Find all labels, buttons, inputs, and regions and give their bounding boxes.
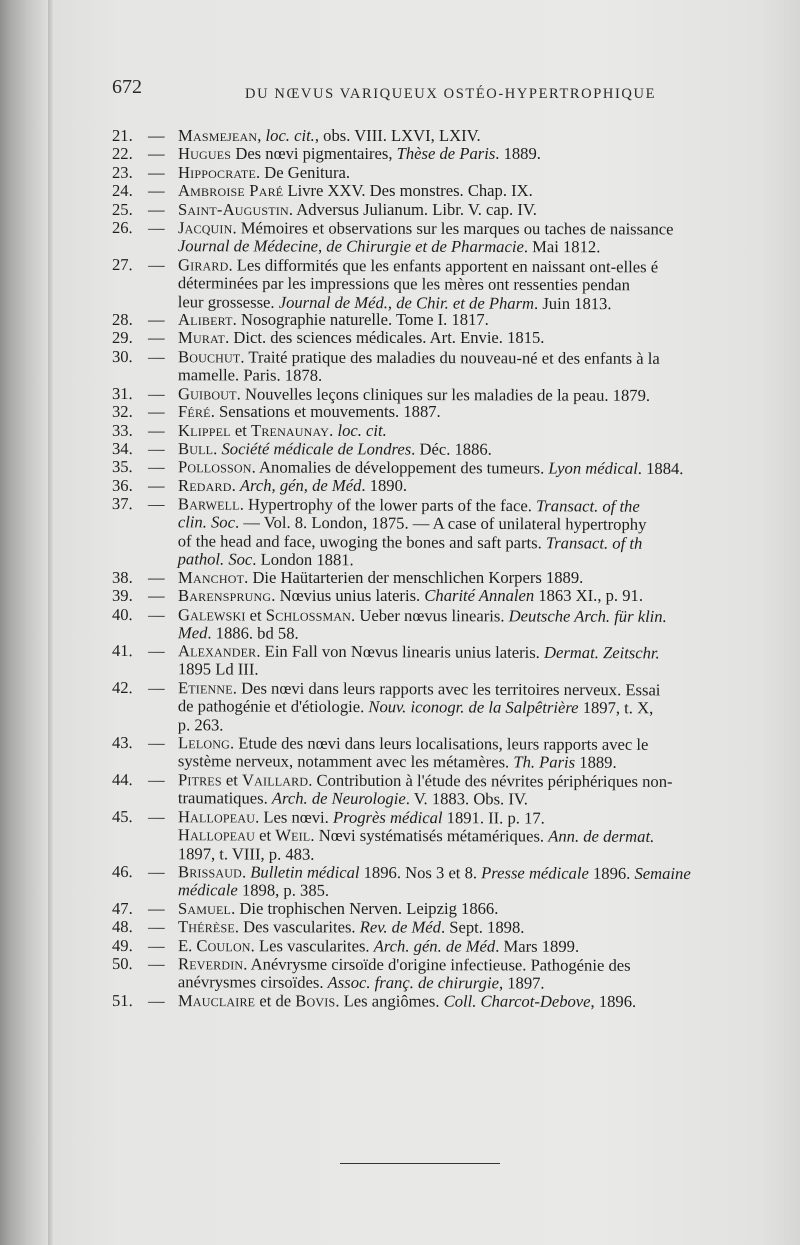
citation-text: . Die Haütarterien der menschlichen Korpers 1889. [244,567,584,587]
entry-dash: — [148,162,165,182]
citation-text: leur grossesse. [177,291,279,312]
entry-number: 49. [111,935,133,955]
entry-citation [178,808,800,865]
italic-title: Deutsche Arch. für klin. [508,605,667,626]
citation-line [178,329,794,347]
bibliography-entry [112,642,800,682]
citation-text: , 1896. [590,991,637,1012]
entry-dash: — [148,199,165,219]
citation-text: . Déc. 1886. [411,439,492,459]
bibliography-entry [112,955,800,994]
entry-number: 29. [112,328,133,348]
entry-number: 46. [111,862,133,882]
bibliography-entry [112,863,800,902]
entry-number: 31. [111,383,133,403]
entry-dash: — [148,144,165,164]
page-header [112,72,772,112]
entry-number: 34. [111,438,133,458]
citation-text: . De Genitura. [256,162,350,182]
author-name: Girard [177,255,229,275]
author-name: Samuel [178,899,232,919]
citation-text: et [221,770,243,790]
citation-line [178,551,794,573]
citation-text: . Nouvelles leçons cliniques sur les maladies de la peau. 1879. [236,384,651,405]
entry-citation [178,919,800,938]
citation-line [178,477,794,495]
bibliography-entry [112,808,800,866]
italic-title: Med [177,623,208,643]
bibliography-entry [112,329,800,347]
entry-citation [178,219,800,257]
author-name: Schlossman [265,605,352,625]
entry-citation [178,937,800,956]
bibliography-entry [112,127,800,145]
citation-text: 1897, t. VIII, p. 483. [177,844,315,864]
citation-line [178,937,794,956]
author-name: Manchot [178,567,245,587]
citation-text: . 1890. [361,475,408,495]
citation-line [178,643,794,664]
citation-text: . Die trophischen Nerven. Leipzig 1866. [231,899,499,919]
entry-dash: — [148,420,165,440]
author-name: Masmejean [178,126,258,145]
entry-dash: — [147,678,165,698]
citation-text: . Nœvius unius lateris. [271,586,425,606]
italic-title: Presse médicale [481,863,589,883]
citation-text: . Contribution à l'étude des névrites périphériques non- [308,770,673,792]
citation-text: et [254,825,276,846]
entry-number: 38. [112,567,133,587]
citation-text: . Nosographie naturelle. Tome I. 1817. [232,310,489,330]
entry-number: 40. [111,604,133,624]
entry-number: 45. [111,807,133,827]
entry-number: 42. [111,678,133,698]
entry-dash: — [148,328,165,348]
citation-text: traumatiques. [177,788,272,809]
italic-title: Progrès médical [332,807,443,828]
italic-title: Semaine [634,864,691,884]
entry-dash: — [147,438,165,458]
entry-dash: — [147,641,165,661]
entry-dash: — [147,733,165,753]
entry-number: 48. [111,917,133,937]
bibliography-list [112,127,800,1011]
citation-text: système nerveux, notamment avec les métamères. [177,752,514,773]
citation-line [178,900,794,918]
citation-line [178,698,794,719]
bibliography-entry [112,458,800,479]
italic-title: Dermat. Zeitschr. [543,643,660,663]
citation-text: . Les difformités que les enfants apportent en naissant ont-elles é [228,255,659,277]
bibliography-entry [112,422,800,440]
entry-citation [178,182,800,200]
entry-number: 26. [111,218,133,238]
author-name: Lelong [177,733,231,753]
entry-dash: — [147,917,165,937]
entry-number: 25. [112,199,133,219]
entry-number: 37. [111,494,133,514]
author-name: Hallopeau [177,807,256,827]
italic-title: Ann. de dermat. [548,826,655,847]
citation-text: of the head and face, uwoging the bones and saft parts. [177,531,546,553]
citation-text: . Les nœvi. [255,807,334,827]
citation-text: . Mémoires et observations sur les marques ou taches de naissance [232,218,674,239]
entry-citation [178,992,800,1011]
entry-dash: — [148,126,165,145]
citation-text: . Les angiômes. [335,991,444,1011]
citation-text: . Traité pratique des maladies du nouveau-né et des enfants à la [240,347,660,368]
entry-citation [178,643,800,683]
entry-dash: — [148,567,165,587]
citation-text: . Ein Fall von Nœvus linearis unius lateris. [256,642,545,663]
author-name: Pitres [177,770,222,790]
citation-text: . [231,475,240,495]
entry-citation [178,956,800,995]
citation-text: Livre XXV. Des monstres. Chap. IX. [283,181,533,201]
entry-dash: — [148,475,165,495]
entry-citation [178,145,800,163]
entry-dash: — [147,218,165,238]
citation-text: , [257,126,266,145]
italic-title: pathol. Soc [177,549,253,570]
italic-title: Arch, gén, de Méd [239,475,362,495]
citation-text: 1863 XI., p. 91. [534,586,643,606]
italic-title: Assoc. franç. de chirurgie [327,973,499,994]
citation-text: . Juin 1813. [534,293,612,313]
citation-text: . Des vascularites. [234,917,360,937]
citation-text: 1896. [588,863,635,884]
bibliography-entry [112,606,800,645]
author-name: Mauclaire [177,991,256,1011]
italic-title: Transact. of th [545,533,643,553]
citation-text: Des nœvi pigmentaires, [231,144,397,164]
entry-dash: — [147,457,165,477]
author-name: Murat [178,328,226,348]
italic-title: Nouv. iconogr. de la Salpêtrière [368,697,579,718]
citation-text: 1896. Nos 3 et 8. [359,863,482,883]
entry-dash: — [148,899,165,919]
bibliography-entry [112,385,800,406]
citation-text: anévrysmes cirsoïdes. [177,972,328,993]
entry-dash: — [147,255,165,275]
entry-citation [178,385,800,406]
citation-text: 1898, p. 385. [237,881,330,901]
citation-line [178,882,794,903]
bibliography-entry [112,145,800,163]
citation-line [178,182,794,200]
bibliography-entry [112,771,800,810]
page-binding-shadow [48,0,53,1245]
citation-line [178,422,794,440]
entry-number: 44. [111,770,133,790]
entry-citation [178,587,800,605]
citation-text: . Anévrysme cirsoïde d'origine infectieuse. Pathogénie des [243,954,631,976]
citation-text: et de [255,991,296,1011]
italic-title: Journal de Méd., de Chir. et de Pharm [278,292,535,313]
citation-text: . 1889. [495,144,541,164]
bibliography-entry [112,403,800,421]
entry-number: 24. [112,181,133,201]
entry-dash: — [147,862,165,882]
author-name: Brissaud [177,862,243,882]
citation-text: . Anomalies de développement des tumeurs. [251,457,549,478]
citation-line [178,311,794,329]
citation-text: . [213,439,222,459]
entry-citation [178,164,800,182]
author-name: Klippel [178,420,231,440]
entry-number: 33. [112,420,133,440]
citation-text: . Des nœvi dans leurs rapports avec les territoires nerveux. Essai [232,678,661,700]
citation-text: . Nœvi systématisés métamériques. [310,826,549,846]
entry-citation [178,403,800,421]
entry-citation [178,422,800,440]
italic-title: médicale [177,880,238,901]
entry-number: 41. [111,641,133,661]
entry-number: 36. [112,475,133,495]
entry-citation [178,201,800,219]
citation-text: E. [177,935,197,956]
author-name: Thérèse [177,917,235,937]
citation-line [178,587,794,605]
entry-dash: — [148,181,165,201]
italic-title: Société médicale de Londres [221,439,412,459]
citation-line [178,459,794,480]
citation-text: . 1886. bd 58. [207,623,299,643]
citation-text: . London 1881. [252,550,354,570]
entry-citation [178,495,800,572]
entry-citation [178,329,800,347]
citation-text: . 1884. [637,459,684,479]
entry-dash: — [147,770,165,790]
bibliography-entry [112,311,800,329]
citation-text: , obs. VIII. LXVI, LXIV. [314,126,481,145]
author-name: Etienne [177,678,233,698]
author-name: Ambroise Paré [178,181,284,201]
citation-text: 1891. II. p. 17. [442,808,545,828]
entry-citation [178,127,800,145]
citation-text: 1897, t. X, [578,698,654,718]
entry-number: 51. [111,991,133,1011]
entry-number: 39. [112,586,133,606]
citation-text: . Etude des nœvi dans leurs localisations, leurs rapports avec le [229,733,649,755]
citation-text: . Hypertrophy of the lower parts of the face. [239,494,537,516]
citation-line [178,127,794,145]
citation-line [178,403,794,421]
running-title: DU NŒVUS VARIQUEUX OSTÉO-HYPERTROPHIQUE [245,86,657,102]
bibliography-entry [112,900,800,918]
italic-title: Lyon médical [548,458,638,479]
author-name: Weil [275,826,311,846]
entry-dash: — [147,935,165,955]
citation-text: . [329,420,338,440]
italic-title: clin. Soc [177,512,236,533]
citation-text: . [241,862,251,882]
bibliography-entry [112,679,800,737]
author-name: Alexander [177,641,257,662]
bibliography-entry [112,164,800,182]
citation-text: . Mars 1899. [495,936,580,956]
citation-text: . Dict. des sciences médicales. Art. Envie. 1815. [225,328,545,348]
bibliography-entry [112,256,800,314]
citation-text: . Sensations et mouvements. 1887. [210,402,441,422]
citation-text: . Ueber nœvus linearis. [351,605,509,625]
italic-title: loc. cit. [337,420,387,440]
entry-number: 43. [111,733,133,753]
citation-line [178,164,794,182]
citation-text: . Adversus Julianum. Libr. V. cap. IV. [288,199,537,219]
citation-line [178,201,794,219]
entry-dash: — [148,402,165,422]
citation-text: . Mai 1812. [523,237,601,257]
citation-text: p. 263. [177,715,224,735]
author-name: Coulon [196,936,251,956]
citation-text: déterminées par les impressions que les mères ont ressenties pendan [177,273,630,295]
bibliography-entry [112,182,800,200]
italic-title: Coll. Charcot-Debove [443,991,591,1011]
italic-title: Charité Annalen [424,586,535,606]
author-name: Bouchut [177,347,241,367]
entry-citation [178,735,800,774]
entry-dash: — [148,310,165,330]
author-name: Galewski [177,604,246,625]
author-name: Bull [177,439,214,459]
entry-dash: — [147,494,165,514]
citation-text: de pathogénie et d'étiologie. [177,696,369,717]
author-name: Vaillard [241,770,309,790]
citation-text: , 1897. [498,974,545,994]
author-name: Barensprung [178,586,272,606]
entry-citation [178,679,800,737]
author-name: Reverdin [177,954,244,974]
bibliography-entry [112,587,800,605]
bibliography-entry [112,348,800,387]
entry-number: 22. [112,144,133,164]
citation-text: mamelle. Paris. 1878. [177,365,323,386]
entry-dash: — [147,991,165,1011]
citation-text: . V. 1883. Obs. IV. [405,789,528,810]
entry-number: 50. [111,954,133,974]
italic-title: Arch. gén. de Méd [373,936,496,956]
author-name: Trenaunay [251,420,330,440]
entry-dash: — [148,586,165,606]
entry-number: 28. [112,310,133,330]
entry-number: 23. [112,162,133,182]
citation-text: et [245,605,266,625]
entry-citation [178,900,800,918]
citation-line [178,992,794,1011]
citation-text: et [230,420,251,440]
bibliography-entry [112,992,800,1012]
citation-text: . Sept. 1898. [440,918,525,938]
author-name: Jacquin [177,218,233,238]
entry-dash: — [147,807,165,827]
bibliography-entry [112,219,800,258]
author-name: Bovis [295,991,336,1011]
citation-text: . — Vol. 8. London, 1875. — A case of unilateral hypertrophy [234,513,647,535]
italic-title: Arch. de Neurologie [271,789,406,809]
entry-citation [178,771,800,810]
bibliography-entry [112,477,800,495]
entry-number: 47. [112,899,133,919]
author-name: Pollosson [177,457,252,477]
italic-title: Thèse de Paris [396,144,496,164]
entry-citation [178,477,800,495]
entry-citation [178,348,800,387]
author-name: Hugues [178,144,232,164]
entry-dash: — [147,383,165,403]
bibliography-entry [112,734,800,773]
italic-title: loc. cit. [265,126,315,145]
page-number: 672 [112,76,142,98]
author-name: Féré [178,402,211,422]
author-name: Redard [178,475,232,495]
entry-number: 30. [111,346,133,366]
entry-number: 21. [112,126,133,145]
citation-line [178,145,794,163]
entry-dash: — [147,347,165,367]
author-name: Barwell [177,494,240,514]
italic-title: Bulletin médical [250,862,360,883]
entry-citation [178,863,800,902]
bibliography-entry [112,201,800,219]
bibliography-entry [112,495,800,572]
entry-number: 32. [112,402,133,422]
author-name: Guibout [177,383,237,404]
citation-line [178,919,794,938]
author-name: Alibert [178,310,233,330]
entry-citation [178,256,800,314]
italic-title: Th. Paris [513,753,576,773]
entry-dash: — [147,954,165,974]
citation-text: 1895 Ld III. [177,660,259,680]
entry-citation [178,459,800,480]
author-name: Saint-Augustin [178,199,289,219]
italic-title: Transact. of the [535,496,640,516]
bibliography-entry [112,918,800,938]
section-end-rule [340,1163,500,1164]
author-name: Hippocrate [178,162,256,182]
entry-number: 27. [111,254,133,274]
citation-line [178,238,794,258]
entry-dash: — [147,604,165,624]
citation-text: 1889. [575,753,617,773]
citation-text: . Les vascularites. [250,936,374,956]
entry-number: 35. [111,457,133,477]
italic-title: Journal de Médecine, de Chirurgie et de Pharmacie [177,236,524,257]
italic-title: Rev. de Méd [359,917,441,938]
author-name: Hallopeau [177,825,256,845]
citation-line [178,385,794,406]
citation-line [178,293,794,314]
entry-citation [178,606,800,645]
